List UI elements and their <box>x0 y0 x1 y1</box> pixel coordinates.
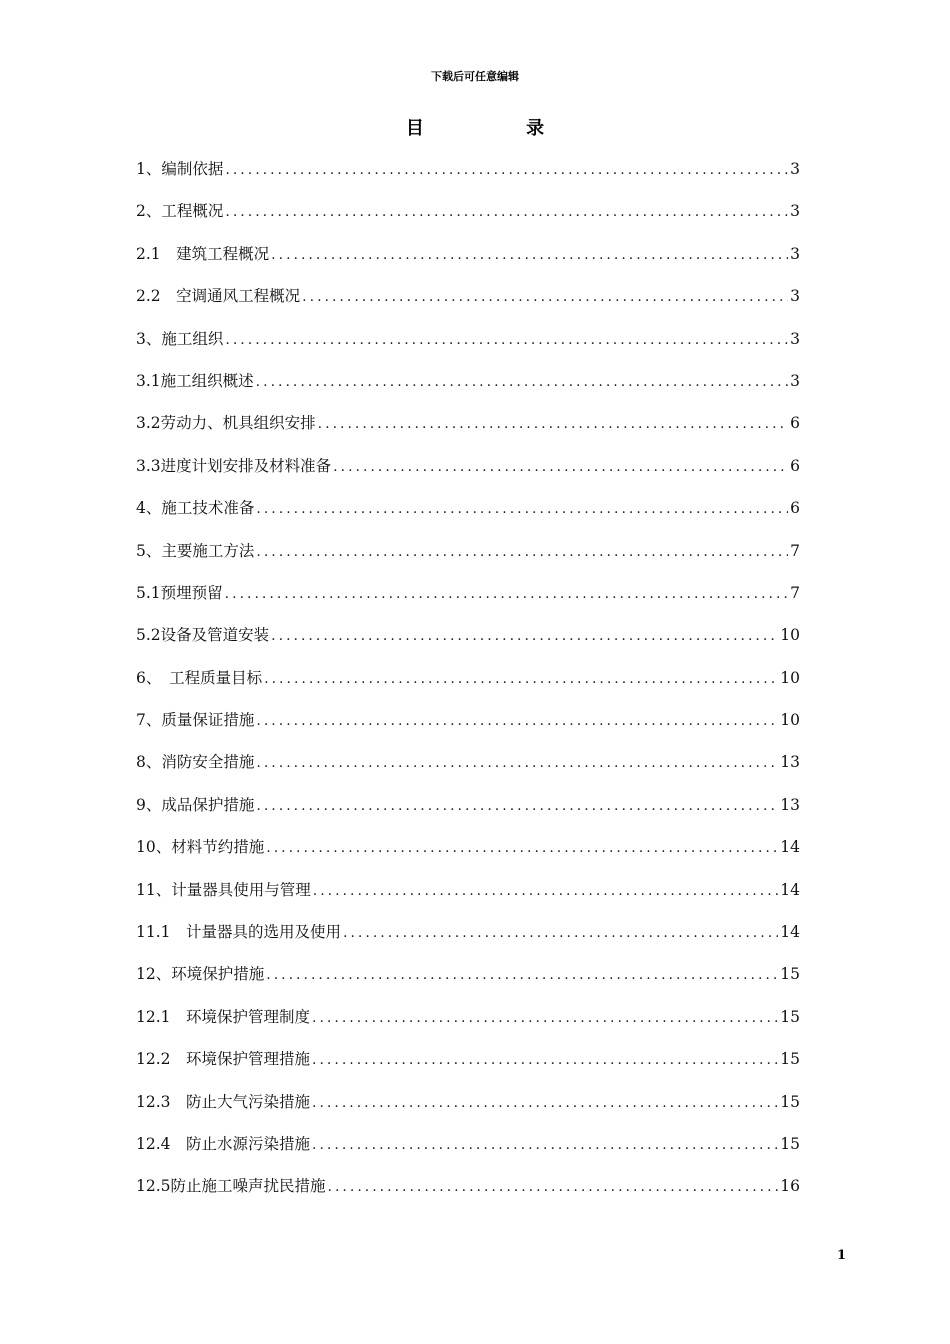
toc-entry-label <box>136 282 300 310</box>
toc-entry-page: 3 <box>790 160 800 178</box>
toc-entry-page: 14 <box>780 923 800 942</box>
toc-entry-number: 5.1 <box>136 583 161 602</box>
toc-entry-number: 6、 <box>136 668 170 687</box>
toc-entry-label <box>136 876 311 904</box>
toc-entry-leader-dots <box>225 326 788 354</box>
toc-entry-number: 12.5 <box>136 1177 171 1196</box>
page-number: 1 <box>836 1248 846 1263</box>
toc-title: 目 录 <box>405 118 593 139</box>
toc-entry-label <box>136 494 254 522</box>
toc-entry-text: 消防安全措施 <box>161 753 255 772</box>
toc-entry-label <box>136 197 223 225</box>
toc-entry-label <box>136 621 269 649</box>
toc-entry-number: 12.1 <box>136 1007 187 1026</box>
toc-entry-label <box>136 240 269 268</box>
toc-entry-text: 劳动力、机具组织安排 <box>160 414 316 433</box>
toc-entry-text: 工程质量目标 <box>169 668 263 687</box>
toc-entry-page: 6 <box>790 456 800 475</box>
toc-entry-text: 施工组织 <box>161 329 224 348</box>
toc-entry[interactable] <box>136 409 800 451</box>
toc-entry-label <box>136 1003 310 1031</box>
toc-entry[interactable] <box>136 1172 800 1214</box>
toc-entry[interactable] <box>136 367 800 409</box>
toc-entry-text: 防止大气污染措施 <box>186 1092 311 1111</box>
toc-entry-number: 2.2 <box>136 287 177 306</box>
toc-entry[interactable] <box>136 748 800 790</box>
toc-entry-label <box>136 706 254 734</box>
toc-entry[interactable] <box>136 1130 800 1172</box>
toc-entry-page: 7 <box>790 541 800 560</box>
toc-entry-leader-dots <box>312 1131 778 1159</box>
toc-entry-page: 3 <box>790 287 800 306</box>
toc-entry-text: 计量器具的选用及使用 <box>186 923 342 942</box>
toc-entry-leader-dots <box>271 622 778 650</box>
toc-entry[interactable] <box>136 155 800 197</box>
toc-entry-leader-dots <box>266 834 778 862</box>
toc-entry-page: 10 <box>780 626 800 645</box>
toc-entry-leader-dots <box>256 495 788 523</box>
toc-entry-leader-dots <box>318 410 788 438</box>
toc-entry-page: 15 <box>780 1050 800 1069</box>
toc-entry-number: 12.3 <box>136 1092 187 1111</box>
toc-entry[interactable] <box>136 621 800 663</box>
toc-entry-page: 16 <box>780 1177 800 1196</box>
toc-entry-leader-dots <box>266 961 778 989</box>
toc-entry-text: 施工组织概述 <box>160 371 254 390</box>
toc-entry-text: 计量器具使用与管理 <box>171 880 311 899</box>
toc-entry-label <box>136 1045 310 1073</box>
toc-entry-page: 13 <box>780 753 800 772</box>
toc-entry-page: 6 <box>790 499 800 518</box>
toc-entry-label <box>136 409 316 437</box>
toc-entry-number: 8、 <box>136 753 162 772</box>
toc-entry-page: 14 <box>780 838 800 857</box>
toc-entry-text: 主要施工方法 <box>161 541 255 560</box>
toc-entry-number: 7、 <box>136 711 162 730</box>
toc-entry-number: 12.4 <box>136 1134 187 1153</box>
toc-entry-leader-dots <box>313 877 779 905</box>
toc-entry[interactable] <box>136 325 800 367</box>
toc-entry-leader-dots <box>312 1046 778 1074</box>
toc-entry-number: 3、 <box>136 329 162 348</box>
toc-entry-leader-dots <box>328 1173 779 1201</box>
toc-entry-number: 11.1 <box>136 923 187 942</box>
toc-entry-text: 施工技术准备 <box>161 499 255 518</box>
toc-entry[interactable] <box>136 452 800 494</box>
toc-list <box>136 155 800 1215</box>
toc-entry[interactable] <box>136 664 800 706</box>
toc-entry[interactable] <box>136 791 800 833</box>
toc-entry-number: 2.1 <box>136 244 177 263</box>
toc-entry-number: 11、 <box>136 880 172 899</box>
toc-entry-page: 15 <box>780 1007 800 1026</box>
toc-entry-label <box>136 918 341 946</box>
toc-entry-page: 15 <box>780 1134 800 1153</box>
toc-entry-label <box>136 833 264 861</box>
toc-entry-page: 6 <box>790 414 800 433</box>
toc-entry[interactable] <box>136 960 800 1002</box>
toc-entry[interactable] <box>136 240 800 282</box>
toc-entry-number: 12.2 <box>136 1050 187 1069</box>
toc-entry-text: 成品保护措施 <box>161 795 255 814</box>
toc-entry-number: 2、 <box>136 202 162 221</box>
toc-entry-text: 编制依据 <box>161 160 224 178</box>
toc-entry-label <box>136 1130 310 1158</box>
toc-entry-label <box>136 155 223 183</box>
toc-entry[interactable] <box>136 1045 800 1087</box>
toc-entry-number: 9、 <box>136 795 162 814</box>
toc-entry[interactable] <box>136 1003 800 1045</box>
toc-entry-text: 预埋预留 <box>160 583 223 602</box>
toc-entry-leader-dots <box>256 538 788 566</box>
toc-entry-text: 建筑工程概况 <box>176 244 270 263</box>
toc-entry-number: 4、 <box>136 499 162 518</box>
toc-entry[interactable] <box>136 282 800 324</box>
toc-entry-label <box>136 664 262 692</box>
toc-entry-page: 3 <box>790 244 800 263</box>
toc-entry[interactable] <box>136 876 800 918</box>
toc-entry-leader-dots <box>256 749 778 777</box>
toc-entry-label <box>136 325 223 353</box>
toc-entry-number: 3.1 <box>136 371 161 390</box>
toc-entry-number: 1、 <box>136 160 162 178</box>
toc-entry[interactable] <box>136 1088 800 1130</box>
toc-entry-page: 3 <box>790 202 800 221</box>
toc-entry-page: 15 <box>780 1092 800 1111</box>
toc-entry-text: 材料节约措施 <box>171 838 265 857</box>
toc-entry-leader-dots <box>256 792 778 820</box>
toc-entry-text: 空调通风工程概况 <box>176 287 301 306</box>
toc-entry-text: 工程概况 <box>161 202 224 221</box>
toc-entry-leader-dots <box>271 241 788 269</box>
toc-entry-number: 5.2 <box>136 626 161 645</box>
toc-entry-label <box>136 1088 310 1116</box>
toc-entry[interactable] <box>136 494 800 536</box>
toc-entry-leader-dots <box>256 707 778 735</box>
toc-entry-number: 3.2 <box>136 414 161 433</box>
toc-entry-page: 3 <box>790 371 800 390</box>
toc-entry-number: 3.3 <box>136 456 161 475</box>
toc-entry-leader-dots <box>333 453 788 481</box>
toc-entry-label <box>136 452 331 480</box>
toc-entry-text: 进度计划安排及材料准备 <box>160 456 332 475</box>
toc-entry-number: 5、 <box>136 541 162 560</box>
toc-entry-leader-dots <box>264 665 778 693</box>
toc-entry-label <box>136 748 254 776</box>
toc-entry-number: 12、 <box>136 965 172 984</box>
toc-entry-leader-dots <box>312 1089 778 1117</box>
toc-entry[interactable] <box>136 579 800 621</box>
toc-entry-leader-dots <box>343 919 778 947</box>
toc-entry-page: 15 <box>780 965 800 984</box>
toc-entry[interactable] <box>136 537 800 579</box>
toc-entry-leader-dots <box>312 1004 778 1032</box>
toc-entry-label <box>136 1172 326 1200</box>
toc-entry[interactable] <box>136 706 800 748</box>
toc-entry-page: 10 <box>780 668 800 687</box>
toc-entry-leader-dots <box>225 580 788 608</box>
toc-entry-page: 13 <box>780 795 800 814</box>
toc-entry-text: 设备及管道安装 <box>160 626 270 645</box>
toc-entry-label <box>136 791 254 819</box>
header-note: 下载后可任意编辑 <box>431 70 519 83</box>
toc-entry-label <box>136 367 254 395</box>
toc-entry-page: 3 <box>790 329 800 348</box>
toc-entry-label <box>136 960 264 988</box>
toc-entry-number: 10、 <box>136 838 172 857</box>
toc-entry-page: 14 <box>780 880 800 899</box>
toc-entry-text: 防止施工噪声扰民措施 <box>170 1177 326 1196</box>
toc-entry-leader-dots <box>225 198 788 226</box>
toc-entry-label <box>136 579 223 607</box>
toc-entry[interactable] <box>136 918 800 960</box>
toc-entry-page: 10 <box>780 711 800 730</box>
toc-entry-leader-dots <box>225 156 788 184</box>
toc-entry-page: 7 <box>790 583 800 602</box>
toc-entry-leader-dots <box>256 368 788 396</box>
toc-entry[interactable] <box>136 833 800 875</box>
toc-entry[interactable] <box>136 197 800 239</box>
toc-entry-text: 环境保护管理措施 <box>186 1050 311 1069</box>
toc-entry-text: 质量保证措施 <box>161 711 255 730</box>
toc-entry-text: 环境保护措施 <box>171 965 265 984</box>
toc-entry-text: 防止水源污染措施 <box>186 1134 311 1153</box>
toc-entry-leader-dots <box>302 283 788 311</box>
toc-entry-label <box>136 537 254 565</box>
toc-entry-text: 环境保护管理制度 <box>186 1007 311 1026</box>
